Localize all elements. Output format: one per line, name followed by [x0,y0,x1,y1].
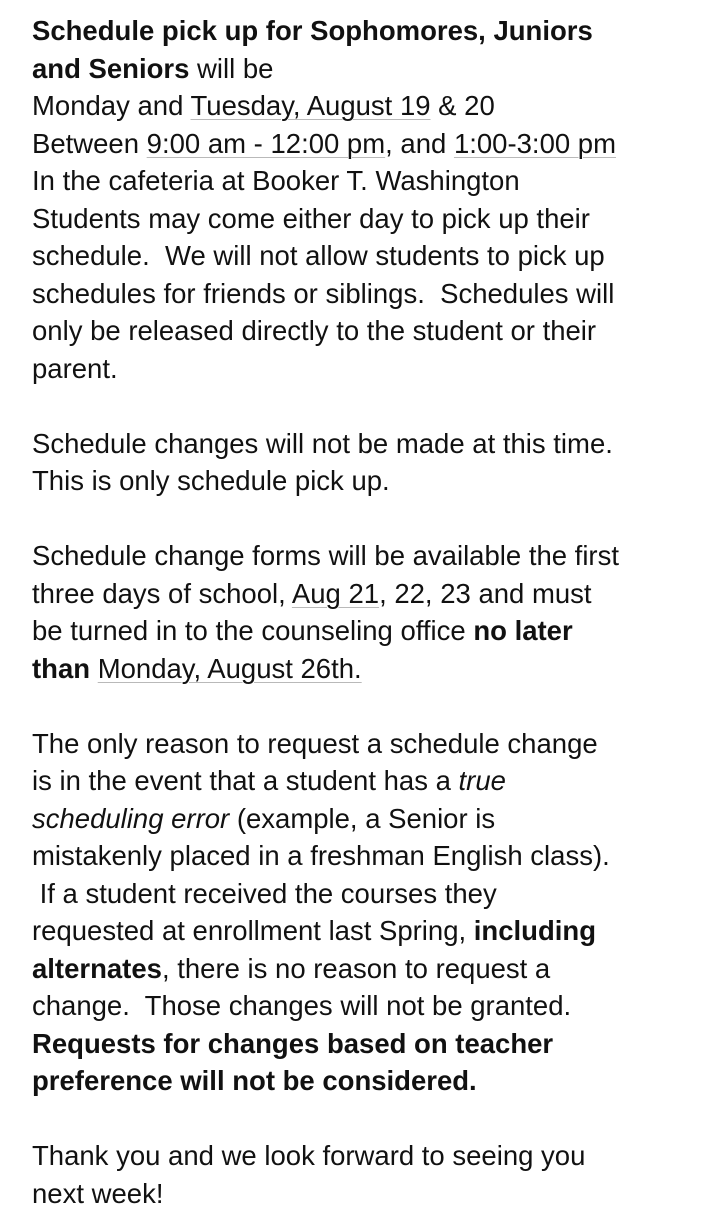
will-be-text: will be [189,53,273,84]
including-line [32,912,697,950]
body-line: Thank you and we look forward to seeing you [32,1137,697,1175]
body-line: only be released directly to the student or their [32,312,697,350]
paragraph-gap [32,500,697,538]
body-line: schedules for friends or siblings. Schedules will [32,275,697,313]
no-later-emphasis: no later [473,615,572,646]
paragraph-change-policy [32,725,697,1100]
requested-text: requested at enrollment last Spring, [32,915,474,946]
date-link-aug-26[interactable]: Monday, August 26th. [98,653,362,684]
scheduling-error-emphasis: scheduling error [32,803,229,834]
true-emphasis: true [459,765,506,796]
paragraph-closing [32,1137,697,1212]
true-error-line [32,762,697,800]
date-link-tuesday-aug-19[interactable]: Tuesday, August 19 [191,90,431,121]
body-line: The only reason to request a schedule change [32,725,697,763]
alternates-emphasis: alternates [32,953,162,984]
body-line: change. Those changes will not be granted. [32,987,697,1025]
scheduling-error-line [32,800,697,838]
monday-text: Monday and [32,90,191,121]
event-text: is in the event that a student has a [32,765,459,796]
body-line: mistakenly placed in a freshman English class). [32,837,697,875]
counseling-line [32,612,697,650]
heading-line-2 [32,50,697,88]
body-line: Schedule changes will not be made at this time. [32,425,697,463]
paragraph-schedule-pickup [32,12,697,387]
paragraph-gap [32,687,697,725]
time-link-morning[interactable]: 9:00 am - 12:00 pm [147,128,385,159]
than-emphasis: than [32,653,90,684]
announcement-document [32,12,697,1212]
body-line: parent. [32,350,697,388]
body-line: This is only schedule pick up. [32,462,697,500]
pickup-times-line [32,125,697,163]
paragraph-no-changes [32,425,697,500]
form-dates-line [32,575,697,613]
date-link-aug-21[interactable]: Aug 21 [292,578,379,609]
and-text: , and [385,128,454,159]
closing-line: next week! [32,1175,697,1212]
three-days-text: three days of school, [32,578,292,609]
remaining-dates-text: , 22, 23 and must [379,578,592,609]
no-reason-text: , there is no reason to request a [162,953,550,984]
heading-line-1: Schedule pick up for Sophomores, Juniors [32,12,697,50]
paragraph-gap [32,387,697,425]
location-line: In the cafeteria at Booker T. Washington [32,162,697,200]
counseling-text: be turned in to the counseling office [32,615,473,646]
deadline-line [32,650,697,688]
including-emphasis: including [474,915,596,946]
paragraph-change-forms [32,537,697,687]
paragraph-gap [32,1100,697,1138]
body-line: schedule. We will not allow students to pick up [32,237,697,275]
and-20-text: & 20 [431,90,495,121]
space-text [90,653,98,684]
example-text: (example, a Senior is [229,803,495,834]
teacher-preference-line-2: preference will not be considered. [32,1062,697,1100]
time-link-afternoon[interactable]: 1:00-3:00 pm [454,128,616,159]
body-line: Students may come either day to pick up their [32,200,697,238]
teacher-preference-line-1: Requests for changes based on teacher [32,1025,697,1063]
pickup-days-line [32,87,697,125]
body-line: If a student received the courses they [32,875,697,913]
body-line: Schedule change forms will be available the first [32,537,697,575]
between-text: Between [32,128,147,159]
alternates-line [32,950,697,988]
heading-seniors: and Seniors [32,53,189,84]
